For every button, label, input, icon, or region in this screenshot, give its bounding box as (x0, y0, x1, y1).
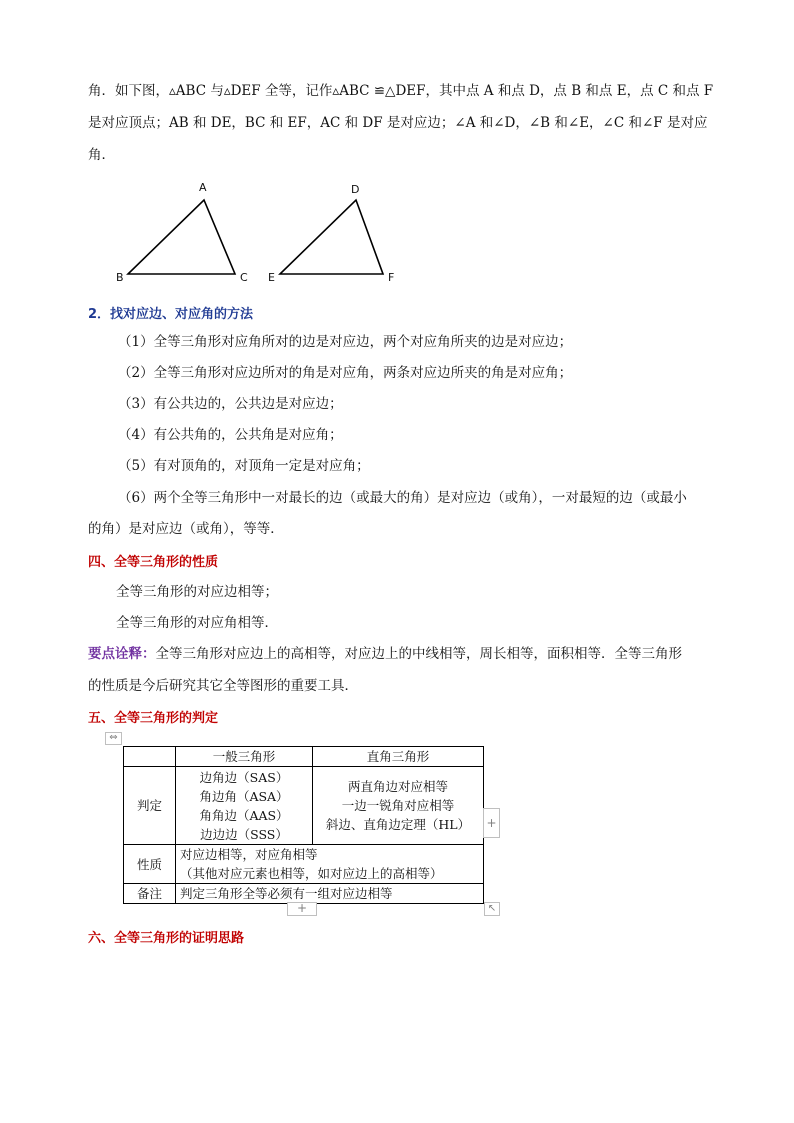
table-cell-note: 判定三角形全等必须有一组对应边相等 (176, 884, 484, 904)
vertex-label-f: F (388, 271, 395, 284)
key-points-line-1 (88, 644, 682, 664)
property-summary: 对应边相等，对应角相等 (180, 847, 318, 862)
intro-line-3: 角． (88, 147, 115, 163)
property-line-2: 全等三角形的对应角相等． (116, 615, 278, 631)
judgement-table (123, 746, 484, 904)
table-cell-right-criteria (313, 767, 484, 845)
method-item-6-continued: 的角）是对应边（或角），等等． (88, 521, 284, 537)
add-row-button[interactable]: + (287, 902, 317, 916)
congruent-triangles-figure (110, 178, 410, 288)
table-cell-general-criteria (176, 767, 313, 845)
key-points-text-1: 全等三角形对应边上的高相等，对应边上的中线相等，周长相等，面积相等．全等三角形 (155, 646, 682, 662)
vertex-label-d: D (351, 183, 360, 196)
intro-line-2: 是对应顶点；AB 和 DE，BC 和 EF，AC 和 DF 是对应边；∠A 和∠D，∠B 和∠E，∠C 和∠F 是对应 (88, 115, 708, 131)
key-points-line-2: 的性质是今后研究其它全等图形的重要工具． (88, 678, 358, 694)
table-move-handle[interactable]: ⇔ (105, 732, 122, 745)
table-header-right: 直角三角形 (313, 747, 484, 767)
criterion-aas: 角角边（AAS） (199, 807, 289, 823)
table-header-general: 一般三角形 (176, 747, 313, 767)
method-item-3: （3）有公共边的，公共边是对应边； (118, 396, 343, 412)
section-4-heading: 四、全等三角形的性质 (88, 555, 219, 570)
method-item-2: （2）全等三角形对应边所对的角是对应角，两条对应边所夹的角是对应角； (118, 365, 573, 381)
property-note: （其他对应元素也相等，如对应边上的高相等） (180, 866, 443, 881)
table-cell-property (176, 845, 484, 884)
vertex-label-e: E (268, 271, 275, 284)
method-item-6: （6）两个全等三角形中一对最长的边（或最大的角）是对应边（或角），一对最短的边（或最小 (118, 490, 687, 506)
table-label-note: 备注 (124, 884, 176, 904)
triangle-abc (128, 200, 235, 274)
criterion-sas: 边角边（SAS） (199, 769, 289, 785)
section-5-heading: 五、全等三角形的判定 (88, 711, 219, 726)
table-row-property (124, 845, 484, 884)
method-item-4: （4）有公共角的，公共角是对应角； (118, 427, 343, 443)
add-column-button[interactable]: + (483, 808, 500, 838)
section-6-heading: 六、全等三角形的证明思路 (88, 931, 245, 946)
table-row-header (124, 747, 484, 767)
property-line-1: 全等三角形的对应边相等； (116, 584, 278, 600)
table-label-judge: 判定 (124, 767, 176, 845)
table-header-empty (124, 747, 176, 767)
criterion-sss: 边边边（SSS） (200, 826, 288, 842)
key-points-label: 要点诠释： (88, 646, 156, 662)
table-row-judge (124, 767, 484, 845)
method-item-5: （5）有对顶角的，对顶角一定是对应角； (118, 458, 370, 474)
triangle-def (280, 200, 383, 274)
criterion-hl: 斜边、直角边定理（HL） (325, 817, 471, 832)
vertex-label-b: B (116, 271, 124, 284)
section-2-heading: 2．找对应边、对应角的方法 (88, 307, 254, 322)
criterion-asa: 角边角（ASA） (199, 788, 289, 804)
table-resize-handle[interactable]: ↖ (484, 902, 500, 916)
intro-line-1: 角．如下图，▵ABC 与▵DEF 全等，记作▵ABC ≌△DEF，其中点 A 和点 D，点 B 和点 E，点 C 和点 F (88, 83, 714, 99)
method-item-1: （1）全等三角形对应角所对的边是对应边，两个对应角所夹的边是对应边； (118, 334, 573, 350)
vertex-label-c: C (240, 271, 248, 284)
criterion-leg-acute-angle: 一边一锐角对应相等 (341, 798, 455, 813)
vertex-label-a: A (199, 181, 207, 194)
table-label-property: 性质 (124, 845, 176, 884)
criterion-two-legs: 两直角边对应相等 (347, 779, 448, 794)
